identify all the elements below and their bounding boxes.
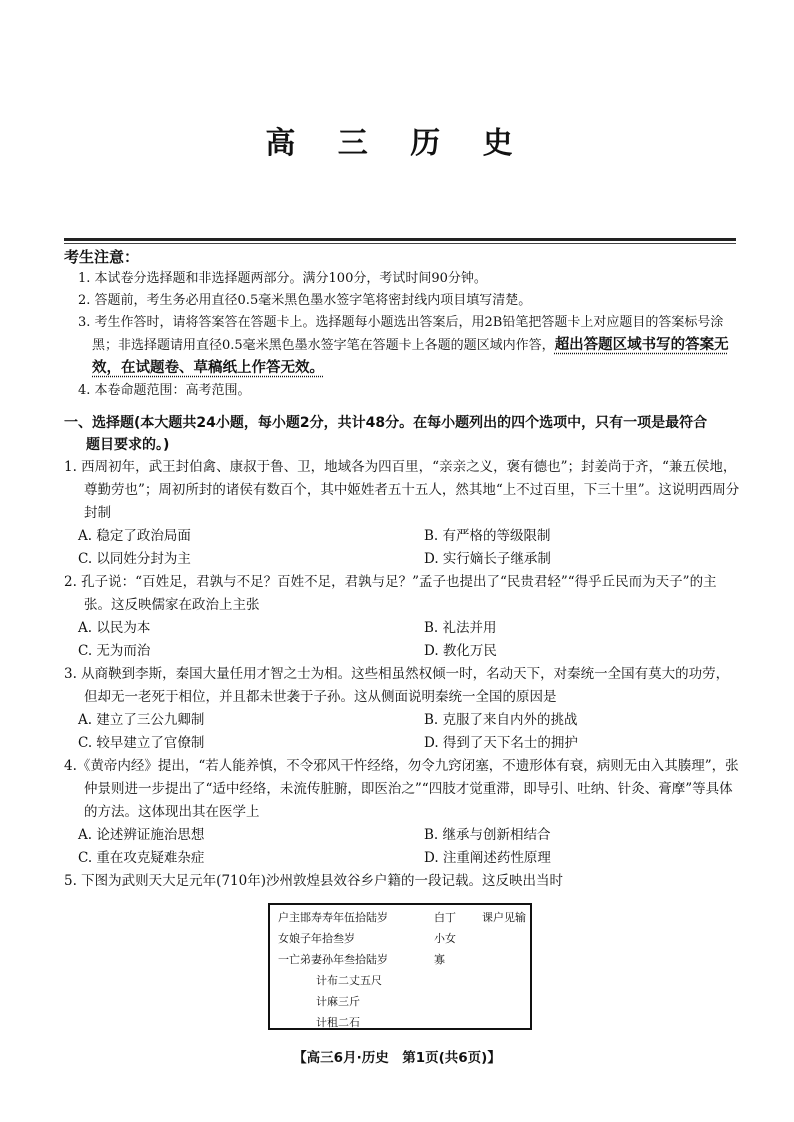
option-grid [64, 525, 740, 571]
option-a: A. 以民为本 [78, 620, 151, 636]
notice-item-text: 3. 考生作答时，请将答案答在答题卡上。选择题每小题选出答案后，用2B铅笔把答题卡上对应题目的答案标号涂黑；非选择题请用直径0.5毫米黑色墨水签字笔在答题卡上各题的题区域内作答， [78, 315, 724, 353]
notice-block [64, 268, 736, 402]
option-b: B. 继承与创新相结合 [424, 827, 551, 843]
page-footer: 【高三6月·历史 第1页(共6页)】 [293, 1050, 501, 1066]
option-grid [64, 824, 740, 870]
register-row [276, 970, 524, 991]
notice-item: 4. 本卷命题范围：高考范围。 [78, 383, 251, 398]
option-b: B. 礼法并用 [424, 620, 497, 636]
option-c: C. 以同姓分封为主 [78, 551, 191, 567]
option-grid [64, 617, 740, 663]
question-stem: 3. 从商鞅到李斯，秦国大量任用才智之士为相。这些相虽然权倾一时，名动天下，对秦统一全国有莫大的功劳，但却无一老死于相位，并且都未世袭于子孙。这从侧面说明秦统一全国的原因是 [64, 666, 730, 705]
question-4 [64, 755, 740, 870]
option-c: C. 无为而治 [78, 643, 151, 659]
notice-heading: 考生注意： [64, 248, 140, 266]
option-d: D. 注重阐述药性原理 [424, 850, 551, 866]
option-a: A. 稳定了政治局面 [78, 528, 191, 544]
register-cell: 户主邯寿寿年伍拾陆岁 [278, 911, 388, 924]
question-5 [64, 870, 740, 893]
question-stem: 1. 西周初年，武王封伯禽、康叔于鲁、卫，地域各为四百里，“亲亲之义，褒有德也”；封姜尚于齐，“兼五侯地，尊勤劳也”；周初所封的诸侯有数百个，其中姬姓者五十五人，然其地“上不过百里，下三十里”。这说明西周分封制 [64, 459, 740, 521]
option-d: D. 得到了天下名士的拥护 [424, 735, 578, 751]
option-d: D. 教化万民 [424, 643, 497, 659]
option-a: A. 论述辨证施治思想 [78, 827, 205, 843]
option-grid [64, 709, 740, 755]
question-stem: 5. 下图为武则天大足元年(710年)沙州敦煌县效谷乡户籍的一段记载。这反映出当时 [64, 873, 563, 889]
household-register-figure [268, 903, 532, 1030]
register-cell: 女娘子年拾叁岁 [278, 932, 355, 945]
header-divider [64, 238, 736, 244]
register-cell: 寡 [434, 953, 445, 966]
notice-item: 2. 答题前，考生务必用直径0.5毫米黑色墨水签字笔将密封线内项目填写清楚。 [78, 293, 532, 308]
question-stem: 4.《黄帝内经》提出，“若人能养慎，不令邪风干忤经络，勿令九窍闭塞，不遗形体有衰，病则无由入其腠理”，张仲景则进一步提出了“适中经络，未流传脏腑，即医治之”“四肢才觉重滞，即导引、吐纳、针灸、膏摩”等具体的方法。这体现出其在医学上 [64, 758, 739, 820]
register-cell: 计麻三斤 [316, 995, 360, 1008]
register-row [276, 1012, 524, 1033]
question-3 [64, 663, 740, 755]
option-d: D. 实行嫡长子继承制 [424, 551, 551, 567]
register-cell: 白丁 [434, 911, 456, 924]
option-b: B. 克服了来自内外的挑战 [424, 712, 578, 728]
question-stem: 2. 孔子说：“百姓足，君孰与不足？百姓不足，君孰与足？”孟子也提出了“民贵君轻”“得乎丘民而为天子”的主张。这反映儒家在政治上主张 [64, 574, 717, 613]
option-c: C. 较早建立了官僚制 [78, 735, 205, 751]
register-row [276, 928, 524, 949]
notice-emphasis: 超出答题区域书写的答案无效，在试题卷、草稿纸上作答无效。 [92, 337, 729, 376]
register-cell: 课户见输 [482, 911, 526, 924]
register-row [276, 907, 524, 928]
register-cell: 一亡弟妻孙年叁拾陆岁 [278, 953, 388, 966]
notice-item [64, 312, 736, 380]
option-a: A. 建立了三公九卿制 [78, 712, 205, 728]
register-cell: 计布二丈五尺 [316, 974, 382, 987]
register-cell: 计租二石 [316, 1016, 360, 1029]
section-heading-line: 一、选择题(本大题共24小题，每小题2分，共计48分。在每小题列出的四个选项中，只有一项是最符合 [64, 415, 708, 431]
register-row [276, 949, 524, 970]
option-c: C. 重在攻克疑难杂症 [78, 850, 205, 866]
question-1 [64, 456, 740, 571]
notice-item: 1. 本试卷分选择题和非选择题两部分。满分100分，考试时间90分钟。 [78, 271, 487, 286]
section-heading [64, 412, 744, 456]
question-2 [64, 571, 740, 663]
section-heading-line: 题目要求的。) [86, 437, 170, 453]
question-list [64, 456, 740, 893]
register-cell: 小女 [434, 932, 456, 945]
page-title: 高 三 历 史 [265, 126, 529, 161]
option-b: B. 有严格的等级限制 [424, 528, 551, 544]
register-row [276, 991, 524, 1012]
